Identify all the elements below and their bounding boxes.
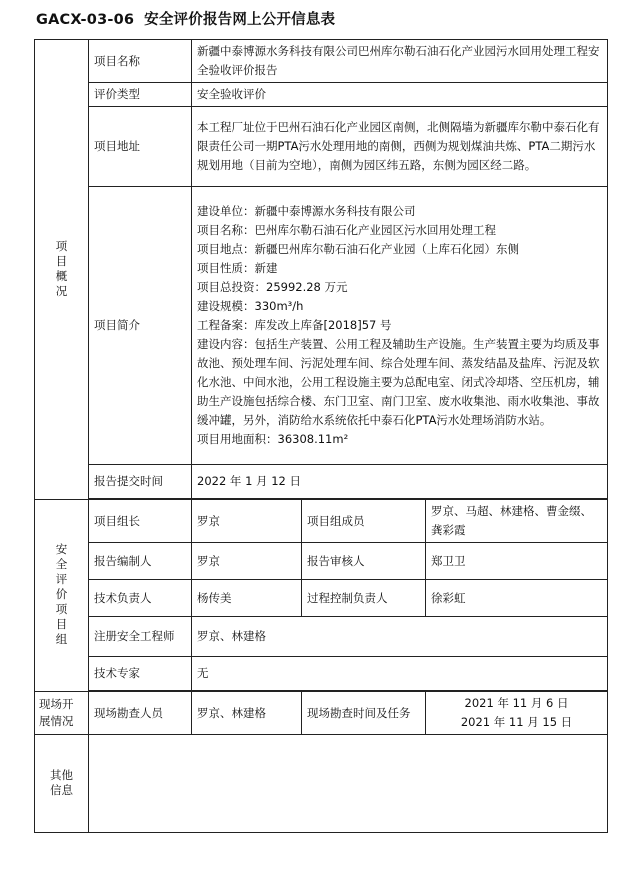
members-label: 项目组成员	[302, 500, 426, 543]
row-submit-date	[35, 465, 608, 499]
intro-nature: 项目性质：新建	[197, 261, 278, 275]
tech-lead-value: 杨传美	[192, 580, 302, 617]
address-value: 本工程厂址位于巴州石油石化产业园区南侧，北侧隔墙为新疆库尔勒中泰石化有限责任公司一期PTA污水处理用地的南侧，西侧为规划煤油共炼、PTA二期污水规划用地（目前为空地），南侧为园区纬五路，东侧为园区经二路。	[192, 107, 608, 187]
intro-builder: 建设单位：新疆中泰博源水务科技有限公司	[197, 204, 416, 218]
intro-project-name: 项目名称：巴州库尔勒石油石化产业园区污水回用处理工程	[197, 223, 496, 237]
author-label: 报告编制人	[89, 543, 192, 580]
row-address	[35, 107, 608, 187]
process-value: 徐彩虹	[426, 580, 608, 617]
project-name-label: 项目名称	[89, 40, 192, 83]
reviewer-label: 报告审核人	[302, 543, 426, 580]
expert-label: 技术专家	[89, 657, 192, 691]
row-author	[35, 543, 608, 580]
intro-location: 项目地点：新疆巴州库尔勒石油石化产业园（上库石化园）东侧	[197, 242, 519, 256]
section-team: 安全评价项目组	[35, 500, 89, 692]
row-eval-type	[35, 83, 608, 107]
row-leader	[35, 500, 608, 543]
other-value	[89, 735, 608, 833]
row-other	[35, 735, 608, 833]
row-tech-lead	[35, 580, 608, 617]
document-title	[36, 8, 335, 29]
author-value: 罗京	[192, 543, 302, 580]
engineer-value: 罗京、林建格	[192, 617, 608, 657]
leader-value: 罗京	[192, 500, 302, 543]
section-overview: 项目概况	[35, 40, 89, 500]
section-other: 其他信息	[35, 735, 89, 833]
address-label: 项目地址	[89, 107, 192, 187]
process-label: 过程控制负责人	[302, 580, 426, 617]
submit-date-value: 2022 年 1 月 12 日	[192, 465, 608, 499]
intro-content: 建设内容：包括生产装置、公用工程及辅助生产设施。生产装置主要为均质及事故池、预处理车间、污泥处理车间、综合处理车间、蒸发结晶及盐库、污泥及软化水池、中间水池，公用工程设施主要为总配电室、闭式冷却塔、空压机房，辅助生产设施包括综合楼、东门卫室、南门卫室、废水收集池、雨水收集池、事故缓冲罐，另外，消防给水系统依托中泰石化PTA污水处理场消防水站。	[197, 337, 600, 427]
expert-value: 无	[192, 657, 608, 691]
members-value: 罗京、马超、林建格、曹金缀、龚彩霞	[426, 500, 608, 543]
reviewer-value: 郑卫卫	[426, 543, 608, 580]
engineer-label: 注册安全工程师	[89, 617, 192, 657]
submit-date-label: 报告提交时间	[89, 465, 192, 499]
row-engineer	[35, 617, 608, 657]
row-site	[35, 692, 608, 735]
leader-label: 项目组长	[89, 500, 192, 543]
tech-lead-label: 技术负责人	[89, 580, 192, 617]
row-expert	[35, 657, 608, 691]
intro-area: 项目用地面积：36308.11m²	[197, 432, 349, 446]
survey-date-1: 2021 年 11 月 6 日	[464, 696, 569, 710]
document-heading: 安全评价报告网上公开信息表	[144, 12, 336, 28]
intro-filing: 工程备案：库发改上库备[2018]57 号	[197, 318, 392, 332]
info-table	[34, 39, 608, 833]
surveyor-label: 现场勘查人员	[89, 692, 192, 735]
intro-label: 项目简介	[89, 187, 192, 465]
survey-time-label: 现场勘查时间及任务	[302, 692, 426, 735]
row-project-name	[35, 40, 608, 83]
eval-type-label: 评价类型	[89, 83, 192, 107]
row-intro	[35, 187, 608, 465]
intro-value	[192, 187, 608, 465]
survey-date-2: 2021 年 11 月 15 日	[460, 715, 573, 729]
project-name-value: 新疆中泰博源水务科技有限公司巴州库尔勒石油石化产业园污水回用处理工程安全验收评价报告	[192, 40, 608, 83]
intro-scale: 建设规模：330m³/h	[197, 299, 304, 313]
document-code: GACX-03-06	[36, 12, 135, 28]
eval-type-value: 安全验收评价	[192, 83, 608, 107]
survey-dates	[426, 692, 608, 735]
section-site: 现场开展情况	[35, 692, 89, 735]
intro-investment: 项目总投资：25992.28 万元	[197, 280, 348, 294]
surveyor-value: 罗京、林建格	[192, 692, 302, 735]
